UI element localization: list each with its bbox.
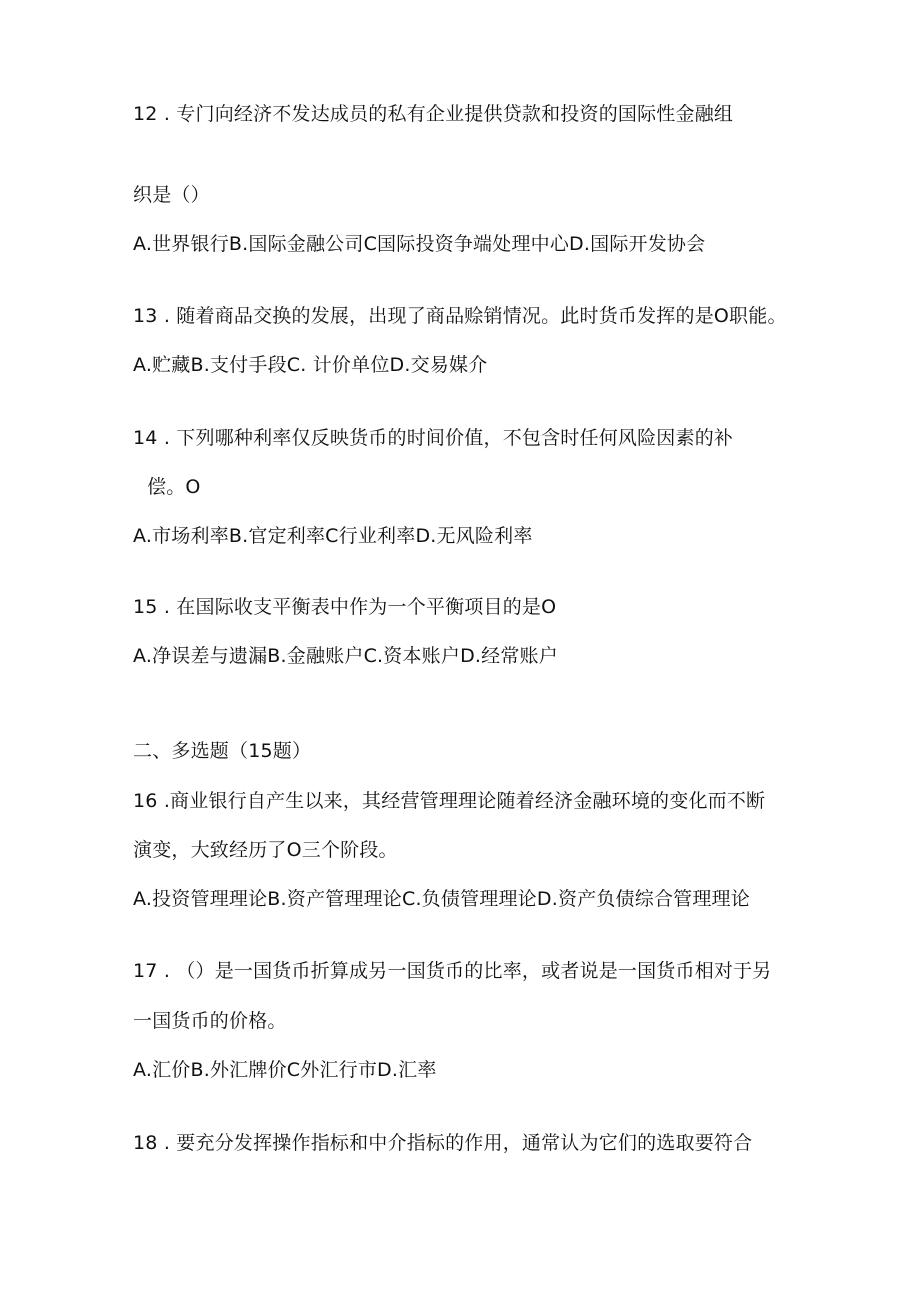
question-12-text-line-1: 12 . 专门向经济不发达成员的私有企业提供贷款和投资的国际性金融组: [133, 103, 734, 125]
question-15-text-line-1: 15 . 在国际收支平衡表中作为一个平衡项目的是O: [133, 596, 557, 618]
question-14-text-line-1: 14 . 下列哪种利率仅反映货币的时间价值，不包含时任何风险因素的补: [133, 427, 734, 449]
question-13-text-line-1: 13 . 随着商品交换的发展，出现了商品赊销情况。此时货币发挥的是O职能。: [133, 305, 787, 327]
question-16-options: A.投资管理理论B.资产管理理论C.负债管理理论D.资产负债综合管理理论: [133, 888, 750, 910]
question-12-options: A.世界银行B.国际金融公司C国际投资争端处理中心D.国际开发协会: [133, 233, 706, 255]
question-17-options: A.汇价B.外汇牌价C外汇行市D.汇率: [133, 1059, 437, 1081]
question-14-text-line-2: 偿。O: [147, 476, 201, 498]
question-14-options: A.市场利率B.官定利率C行业利率D.无风险利率: [133, 525, 533, 547]
question-13-options: A.贮藏B.支付手段C. 计价单位D.交易媒介: [133, 354, 488, 376]
question-18-text-line-1: 18 . 要充分发挥操作指标和中介指标的作用，通常认为它们的选取要符合: [133, 1132, 753, 1154]
question-17-text-line-1: 17 . （）是一国货币折算成另一国货币的比率，或者说是一国货币相对于另: [133, 960, 772, 982]
question-12-text-line-2: 织是（）: [133, 184, 210, 206]
question-16-text-line-2: 演变，大致经历了O三个阶段。: [133, 839, 398, 861]
question-16-text-line-1: 16 .商业银行自产生以来，其经营管理理论随着经济金融环境的变化而不断: [133, 790, 766, 812]
question-15-options: A.净误差与遗漏B.金融账户C.资本账户D.经常账户: [133, 645, 558, 667]
question-17-text-line-2: 一国货币的价格。: [133, 1010, 287, 1032]
section-2-heading: 二、多选题（15题）: [133, 740, 312, 762]
